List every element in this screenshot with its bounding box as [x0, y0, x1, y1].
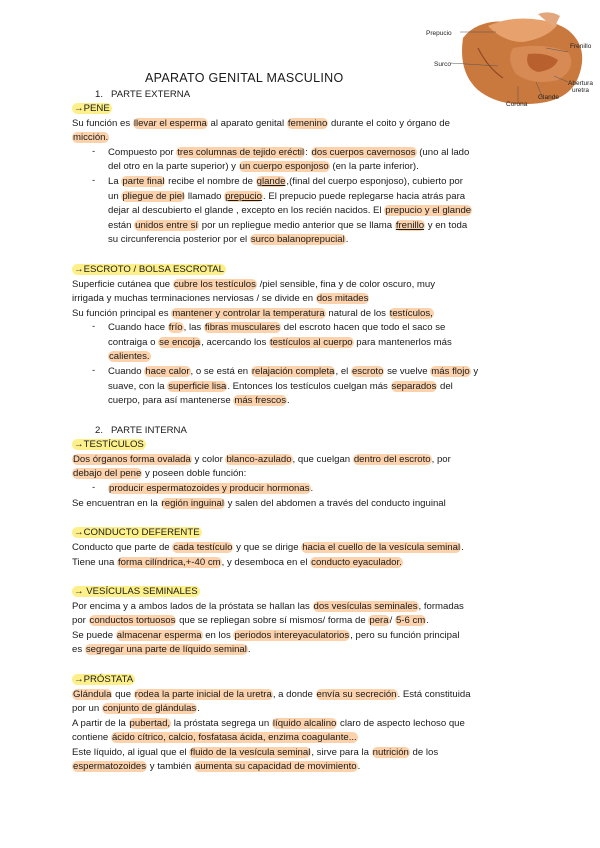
- highlighted-text: pubertad,: [129, 718, 171, 729]
- prostata-line-3: [72, 717, 465, 732]
- section-1-title: [95, 88, 190, 103]
- highlighted-text: femenino: [287, 118, 328, 129]
- prostata-line-5: [72, 746, 438, 761]
- body-text: recibe el nombre de: [165, 176, 256, 187]
- body-text: , sirve para la: [311, 747, 372, 758]
- body-text: .: [310, 483, 314, 494]
- escroto-line-3: [72, 307, 434, 322]
- penis-anatomy-illustration: [418, 8, 598, 110]
- body-text: Cuando hace: [108, 322, 168, 333]
- body-text: A partir de la: [72, 718, 129, 729]
- testiculos-line-3: [72, 497, 446, 512]
- highlighted-text: segregar una parte de líquido seminal: [85, 644, 247, 655]
- escroto-bullet-2-line-2: [108, 380, 453, 395]
- body-text: (uno al lado: [416, 147, 470, 158]
- heading-escroto: [72, 263, 226, 278]
- highlighted-text: superficie lisa: [168, 381, 227, 392]
- highlighted-text: un cuerpo esponjoso: [239, 161, 329, 172]
- body-text: La: [108, 176, 122, 187]
- body-text: .: [461, 542, 464, 553]
- body-text: :: [305, 147, 311, 158]
- highlighted-text: llevar el esperma: [133, 118, 207, 129]
- body-text: .: [247, 644, 251, 655]
- highlighted-text: conducto eyaculador.: [311, 557, 402, 568]
- bullet-dash: -: [92, 321, 96, 332]
- highlighted-text: surco balanoprepucial: [250, 234, 345, 245]
- escroto-line-1: [72, 278, 435, 293]
- body-text: , que cuelgan: [292, 454, 353, 465]
- body-text: que: [112, 689, 134, 700]
- highlighted-text: ácido cítrico, calcio, fosfatasa ácida, enzima coagulante...: [111, 732, 357, 743]
- highlighted-text: fibras musculares: [204, 322, 281, 333]
- highlighted-text: unidos entre sí: [135, 220, 199, 231]
- body-text: Se puede: [72, 630, 116, 641]
- body-text: cuerpo, para así mantenerse: [108, 395, 234, 406]
- highlighted-text: cubre los testículos: [173, 279, 256, 290]
- highlighted-text: líquido alcalino: [272, 718, 337, 729]
- highlighted-text: escroto: [351, 366, 384, 377]
- heading-testiculos: [72, 438, 146, 453]
- vesiculas-line-1: [72, 600, 464, 615]
- body-text: contiene: [72, 732, 111, 743]
- body-text: y color: [191, 454, 226, 465]
- body-text: irrigada y muchas terminaciones nerviosas / se divide en: [72, 293, 316, 304]
- body-text: para mantenerlos más: [353, 337, 452, 348]
- body-text: y que se dirige: [233, 542, 302, 553]
- section-heading-text: →ESCROTO / BOLSA ESCROTAL: [74, 264, 224, 275]
- body-text: es: [72, 644, 85, 655]
- label-prepucio: Prepucio: [426, 30, 452, 37]
- body-text: , acercando los: [201, 337, 269, 348]
- body-text: del otro en la parte superior) y: [108, 161, 239, 172]
- body-text: un: [108, 191, 122, 202]
- body-text: Conducto que parte de: [72, 542, 173, 553]
- body-text: están: [108, 220, 135, 231]
- highlighted-text: relajación completa: [251, 366, 335, 377]
- body-text: claro de aspecto lechoso que: [337, 718, 465, 729]
- prostata-line-4: [72, 731, 358, 746]
- body-text: . Entonces los testículos cuelgan más: [227, 381, 391, 392]
- body-text: .: [426, 615, 429, 626]
- highlighted-text: forma cilíndrica,+-40 cm: [117, 557, 221, 568]
- body-text: Se encuentran en la: [72, 498, 161, 509]
- highlighted-text: nutrición: [372, 747, 409, 758]
- highlighted-text: testículos,: [389, 308, 433, 319]
- highlighted-text: micción.: [73, 132, 109, 143]
- body-text: Superficie cutánea que: [72, 279, 173, 290]
- heading-vesiculas-seminales: [72, 585, 200, 600]
- highlighted-text: separados: [391, 381, 437, 392]
- pene-bullet-2-line-5: [108, 233, 348, 248]
- highlighted-text: debajo del pene: [73, 468, 142, 479]
- escroto-bullet-1-line-2: [108, 336, 452, 351]
- label-glande: Glande: [538, 94, 559, 101]
- bullet-dash: -: [92, 365, 96, 376]
- body-text: .: [357, 761, 361, 772]
- pene-bullet-1-line-2: [108, 160, 419, 175]
- highlighted-text: dos vesículas seminales: [313, 601, 418, 612]
- body-text: en los: [202, 630, 234, 641]
- body-text: , formadas: [418, 601, 464, 612]
- body-text: y: [470, 366, 479, 377]
- body-text: , a donde: [272, 689, 316, 700]
- heading-pene: [72, 102, 112, 117]
- highlighted-text: pliegue de piel: [122, 191, 185, 202]
- body-text: Este líquido, al igual que el: [72, 747, 190, 758]
- highlighted-text: frío: [168, 322, 183, 333]
- highlighted-text: cada testículo: [173, 542, 233, 553]
- body-text: . Está constituida: [397, 689, 471, 700]
- body-text: y también: [147, 761, 194, 772]
- pene-line-2: [72, 131, 109, 146]
- pene-bullet-2-line-1: [108, 175, 463, 190]
- body-text: , las: [183, 322, 204, 333]
- body-text: . El prepucio puede replegarse hacia atrás para: [262, 191, 466, 202]
- body-text: del escroto hacen que todo el saco se: [281, 322, 446, 333]
- label-frenillo: Frenillo: [570, 43, 592, 50]
- highlighted-text: mantener y controlar la temperatura: [172, 308, 325, 319]
- label-uretra: uretra: [572, 87, 589, 94]
- bullet-dash: -: [92, 146, 96, 157]
- heading-prostata: [72, 673, 135, 688]
- prostata-line-6: [72, 760, 360, 775]
- conducto-line-1: [72, 541, 464, 556]
- highlighted-text: frenillo: [395, 220, 425, 231]
- highlighted-text: más frescos: [234, 395, 287, 406]
- body-text: y salen del abdomen a través del conducto inguinal: [224, 498, 446, 509]
- highlighted-text: periodos intereyaculatorios: [234, 630, 350, 641]
- conducto-line-2: [72, 556, 403, 571]
- body-text: Su función principal es: [72, 308, 172, 319]
- highlighted-text: aumenta su capacidad de movimiento: [195, 761, 357, 772]
- page-title: APARATO GENITAL MASCULINO: [145, 71, 344, 85]
- highlighted-text: calientes.: [109, 351, 150, 362]
- heading-conducto-deferente: [72, 526, 202, 541]
- body-text: que se repliegan sobre sí mismos/ forma de: [176, 615, 369, 626]
- highlighted-text: más flojo: [431, 366, 470, 377]
- highlighted-text: conductos tortuosos: [89, 615, 176, 626]
- pene-bullet-2-line-4: [108, 219, 467, 234]
- body-text: por: [72, 615, 89, 626]
- body-text: , el: [335, 366, 351, 377]
- escroto-bullet-2-line-3: [108, 394, 290, 409]
- highlighted-text: se encoja: [159, 337, 201, 348]
- body-text: natural de los: [325, 308, 389, 319]
- vesiculas-line-4: [72, 643, 251, 658]
- section-heading-text: →PENE: [74, 103, 110, 114]
- highlighted-text: pera: [369, 615, 389, 626]
- body-text: .: [197, 703, 200, 714]
- bullet-dash: -: [92, 175, 96, 186]
- section-2-title: [95, 424, 187, 439]
- testiculos-line-2: [72, 467, 246, 482]
- label-corona: Corona: [506, 101, 528, 108]
- bullet-dash: -: [92, 482, 96, 493]
- highlighted-text: blanco-azulado: [226, 454, 292, 465]
- body-text: por un repliegue medio anterior que se llama: [199, 220, 395, 231]
- body-text: PARTE EXTERNA: [111, 89, 191, 100]
- highlighted-text: prepucio y el glande: [385, 205, 472, 216]
- highlighted-text: dos mitades: [316, 293, 369, 304]
- pene-bullet-2-line-3: [108, 204, 472, 219]
- body-text: .: [345, 234, 349, 245]
- highlighted-text: dos cuerpos cavernosos: [311, 147, 416, 158]
- body-text: su circunferencia posterior por el: [108, 234, 250, 245]
- body-text: por un: [72, 703, 102, 714]
- highlighted-text: producir espermatozoides y producir hormonas: [109, 483, 310, 494]
- highlighted-text: envía su secreción: [316, 689, 397, 700]
- body-text: PARTE INTERNA: [111, 425, 187, 436]
- highlighted-text: tres columnas de tejido eréctil: [177, 147, 305, 158]
- highlighted-text: dentro del escroto: [353, 454, 431, 465]
- section-heading-text: → VESÍCULAS SEMINALES: [74, 586, 198, 597]
- body-text: ,(final del cuerpo esponjoso), cubierto por: [286, 176, 463, 187]
- prostata-line-1: [72, 688, 471, 703]
- highlighted-text: fluido de la vesícula seminal: [190, 747, 311, 758]
- highlighted-text: región inguinal: [161, 498, 224, 509]
- body-text: se vuelve: [384, 366, 431, 377]
- pene-bullet-2-line-2: [108, 190, 465, 205]
- vesiculas-line-3: [72, 629, 459, 644]
- pene-line-1: [72, 117, 450, 132]
- body-text: dejar al descubierto el glande , excepto en los recién nacidos. El: [108, 205, 385, 216]
- body-text: durante el coito y órgano de: [328, 118, 450, 129]
- body-text: , y desemboca en el: [221, 557, 311, 568]
- body-text: , por: [431, 454, 451, 465]
- highlighted-text: conjunto de glándulas: [102, 703, 197, 714]
- body-text: /: [389, 615, 395, 626]
- testiculos-bullet: [108, 482, 313, 497]
- highlighted-text: prepucio: [225, 191, 262, 202]
- body-text: (en la parte inferior).: [329, 161, 419, 172]
- body-text: y poseen doble función:: [142, 468, 247, 479]
- body-text: y en toda: [425, 220, 468, 231]
- highlighted-text: Dos órganos forma ovalada: [73, 454, 191, 465]
- body-text: Compuesto por: [108, 147, 177, 158]
- body-text: , o se está en: [190, 366, 251, 377]
- escroto-bullet-1-line-3: [108, 350, 151, 365]
- body-text: Cuando: [108, 366, 145, 377]
- label-surco: Surco: [434, 61, 451, 68]
- vesiculas-line-2: [72, 614, 429, 629]
- body-text: .: [287, 395, 290, 406]
- highlighted-text: espermatozoides: [73, 761, 147, 772]
- escroto-bullet-1-line-1: [108, 321, 445, 336]
- highlighted-text: testículos al cuerpo: [269, 337, 353, 348]
- body-text: llamado: [185, 191, 225, 202]
- highlighted-text: 5-6 cm: [395, 615, 426, 626]
- pene-bullet-1-line-1: [108, 146, 469, 161]
- highlighted-text: Glándula: [73, 689, 112, 700]
- highlighted-text: parte final: [122, 176, 165, 187]
- escroto-line-2: [72, 292, 369, 307]
- testiculos-line-1: [72, 453, 451, 468]
- body-text: Su función es: [72, 118, 133, 129]
- highlighted-text: rodea la parte inicial de la uretra: [134, 689, 272, 700]
- prostata-line-2: [72, 702, 200, 717]
- highlighted-text: hace calor: [145, 366, 190, 377]
- body-text: 1.: [95, 89, 104, 100]
- body-text: la próstata segrega un: [171, 718, 272, 729]
- label-abertura: Abertura: [568, 80, 593, 87]
- body-text: al aparato genital: [207, 118, 287, 129]
- body-text: 2.: [95, 425, 104, 436]
- highlighted-text: almacenar esperma: [116, 630, 202, 641]
- body-text: suave, con la: [108, 381, 168, 392]
- highlighted-text: hacia el cuello de la vesícula seminal: [302, 542, 461, 553]
- escroto-bullet-2-line-1: [108, 365, 478, 380]
- body-text: /piel sensible, fina y de color oscuro, muy: [256, 279, 436, 290]
- body-text: de los: [409, 747, 439, 758]
- section-heading-text: →CONDUCTO DEFERENTE: [74, 527, 200, 538]
- highlighted-text: glande: [256, 176, 286, 187]
- section-heading-text: →TESTÍCULOS: [74, 439, 144, 450]
- body-text: Por encima y a ambos lados de la próstata se hallan las: [72, 601, 313, 612]
- body-text: , pero su función principal: [350, 630, 460, 641]
- section-heading-text: →PRÓSTATA: [74, 674, 134, 685]
- body-text: del: [437, 381, 453, 392]
- body-text: contraiga o: [108, 337, 159, 348]
- body-text: Tiene una: [72, 557, 117, 568]
